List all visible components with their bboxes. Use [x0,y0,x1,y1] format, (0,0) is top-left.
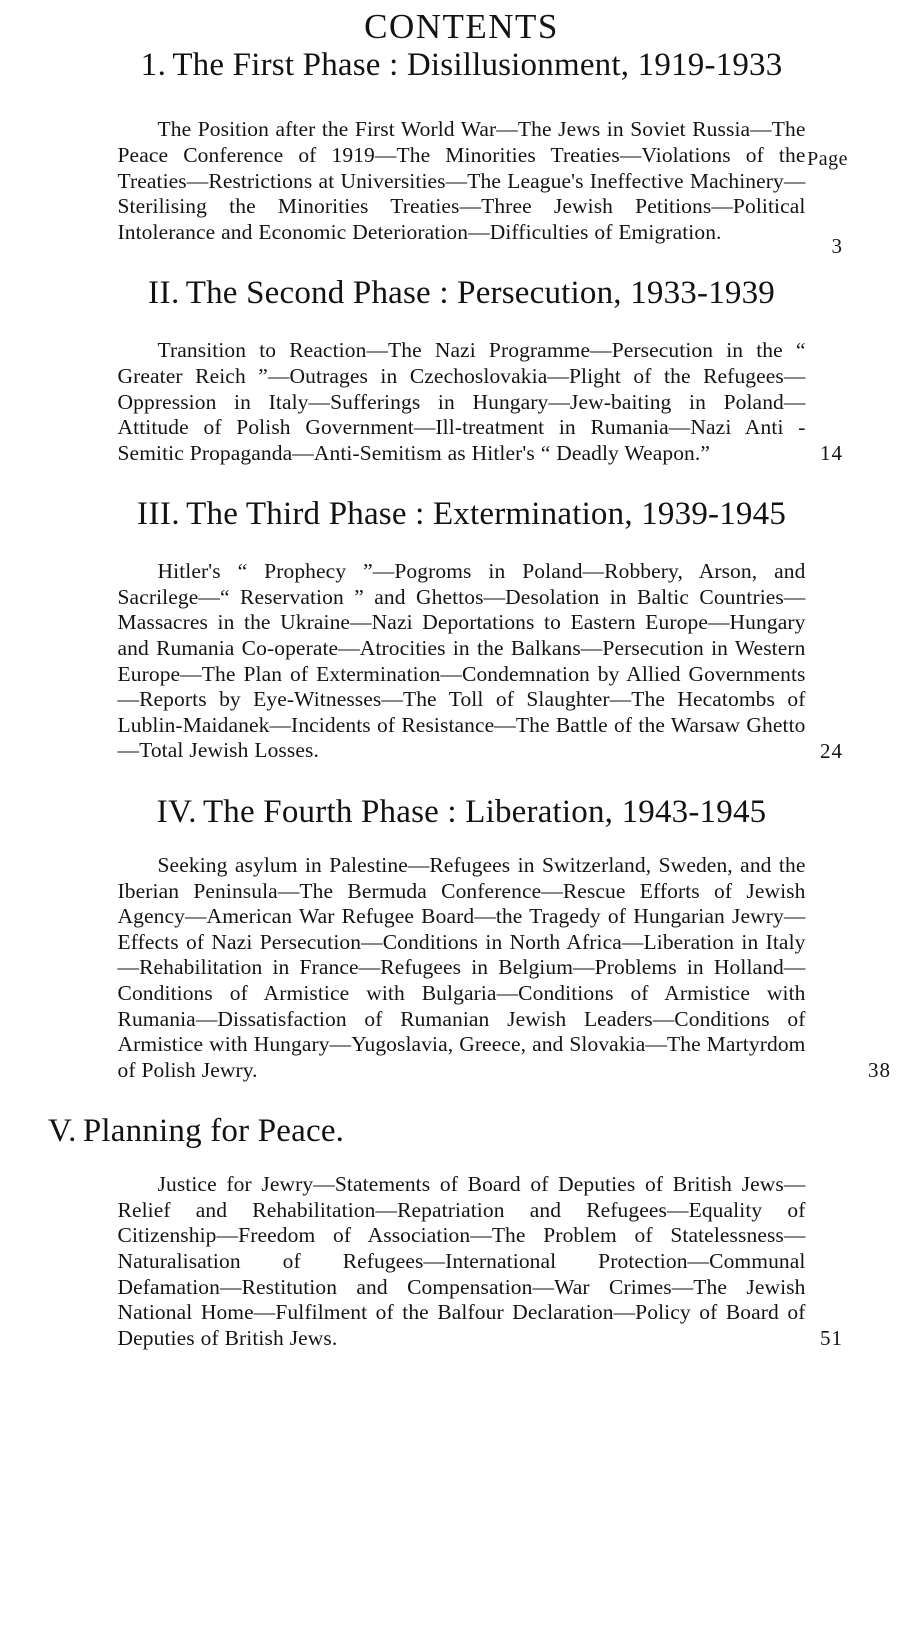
chapter-page-number-3: 24 [820,739,843,764]
chapter-heading-2[interactable] [0,275,923,312]
chapter-title-1: The First Phase : Disillusionment, 1919-1933 [172,46,783,83]
chapter-title-3: The Third Phase : Extermination, 1939-1945 [186,496,787,533]
chapter-title-4: The Fourth Phase : Liberation, 1943-1945 [202,794,767,831]
contents-entry-2 [0,275,923,466]
chapter-number-4: IV. [156,794,197,831]
chapter-title-5: Planning for Peace. [82,1113,345,1150]
chapter-heading-4[interactable] [0,794,923,831]
contents-page [0,8,923,1636]
chapter-number-3: III. [136,496,181,533]
chapter-summary-1: The Position after the First World War—The Jews in Soviet Russia—The Peace Conference of 1919—The Minorities Treaties—Violations of the Treaties—Restrictions at Universities—The League's Ineffective Machinery—Sterilising the Minorities Treaties—Three Jewish Petitions—Political Intolerance and Economic Deterioration—Difficulties of Emigration. [117,117,806,244]
chapter-heading-3[interactable] [0,496,923,533]
page-column-label: Page [807,147,848,170]
chapter-number-1: 1. [140,46,167,83]
chapter-summary-5: Justice for Jewry—Statements of Board of Deputies of British Jews—Relief and Rehabilitation—Repatriation and Refugees—Equality of Citizenship—Freedom of Association—The Problem of Statelessness—Naturalisation of Refugees—International Protection—Communal Defamation—Restitution and Compensation—War Crimes—The Jewish National Home—Fulfilment of the Balfour Declaration—Policy of Board of Deputies of British Jews. [117,1172,806,1350]
chapter-page-number-2: 14 [820,441,843,466]
contents-entry-3 [0,496,923,764]
chapter-title-2: The Second Phase : Persecution, 1933-1939 [185,275,775,312]
chapter-page-number-5: 51 [820,1326,843,1351]
chapter-page-number-4: 38 [868,1058,891,1083]
chapter-number-5: V. [48,1113,77,1150]
contents-entry-1 [0,46,923,259]
chapter-heading-5[interactable] [0,1113,923,1150]
contents-entry-5 [0,1113,923,1351]
chapter-page-number-1: 3 [831,234,843,259]
chapter-number-2: II. [148,275,180,312]
chapter-summary-3: Hitler's “ Prophecy ”—Pogroms in Poland—Robbery, Arson, and Sacrilege—“ Reservation ” and Ghettos—Desolation in Baltic Countries—Massacres in the Ukraine—Nazi Deportations to Eastern Europe—Hungary and Rumania Co-operate—Atrocities in the Balkans—Persecution in Western Europe—The Plan of Extermination—Condemnation by Allied Governments—Reports by Eye-Witnesses—The Toll of Slaughter—The Hecatombs of Lublin-Maidanek—Incidents of Resistance—The Battle of the Warsaw Ghetto—Total Jewish Losses. [117,559,806,763]
page-title: CONTENTS [364,7,559,46]
chapter-heading-1[interactable] [0,47,923,84]
chapter-summary-2: Transition to Reaction—The Nazi Programme—Persecution in the “ Greater Reich ”—Outrages in Czechoslovakia—Plight of the Refugees—Oppression in Italy—Sufferings in Hungary—Jew-baiting in Poland—Attitude of Polish Government—Ill-treatment in Rumania—Nazi Anti - Semitic Propaganda—Anti-Semitism as Hitler's “ Deadly Weapon.” [117,338,806,465]
chapter-summary-4: Seeking asylum in Palestine—Refugees in Switzerland, Sweden, and the Iberian Peninsula—The Bermuda Conference—Rescue Efforts of Jewish Agency—American War Refugee Board—the Tragedy of Hungarian Jewry—Effects of Nazi Persecution—Conditions in North Africa—Liberation in Italy—Rehabilitation in France—Refugees in Belgium—Problems in Holland—Conditions of Armistice with Bulgaria—Conditions of Armistice with Rumania—Dissatisfaction of Rumanian Jewish Leaders—Conditions of Armistice with Hungary—Yugoslavia, Greece, and Slovakia—The Martyrdom of Polish Jewry. [117,853,806,1082]
contents-entry-4 [0,794,923,1083]
